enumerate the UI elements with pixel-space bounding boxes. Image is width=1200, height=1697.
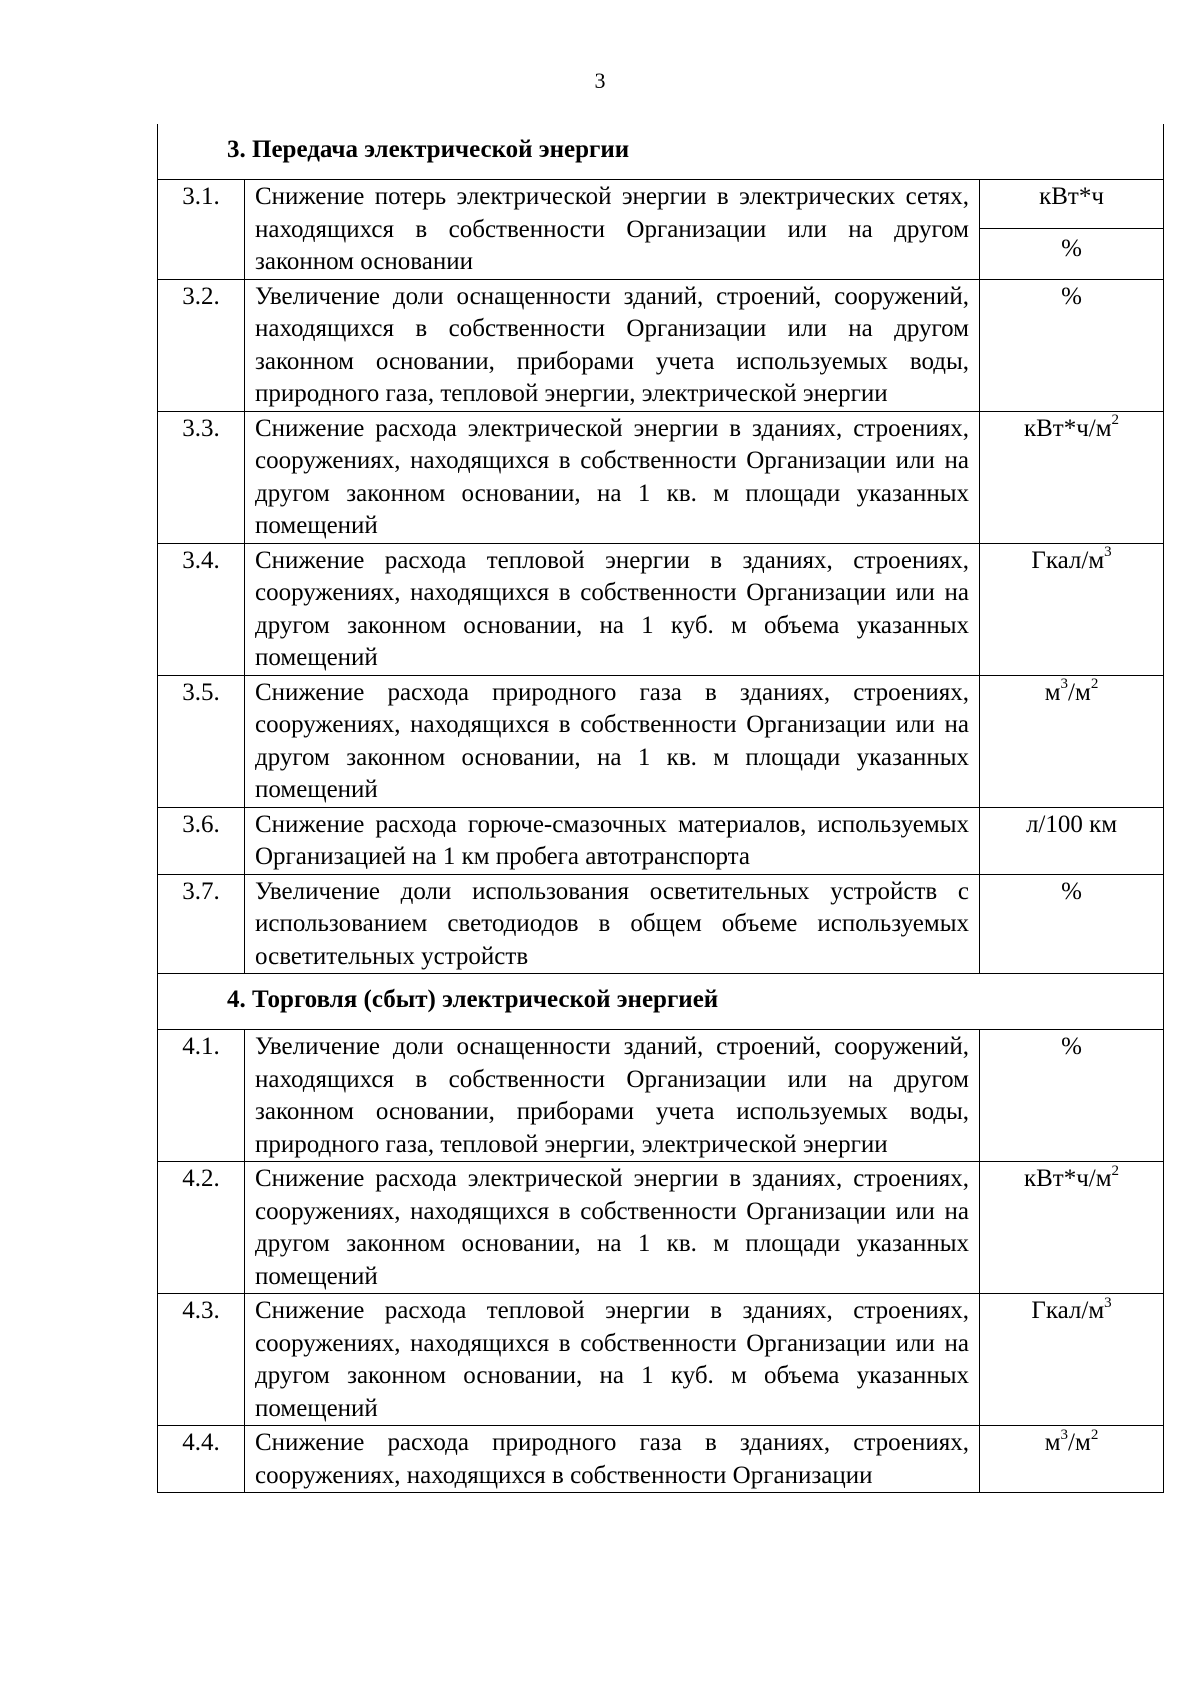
row-description: Увеличение доли оснащенности зданий, строений, сооружений, находящихся в собственности Организации или на другом законном основании, приборами учета используемых воды, природного газа, тепловой энергии, электрической энергии	[245, 279, 980, 411]
row-description: Снижение расхода горюче-смазочных материалов, используемых Организацией на 1 км пробега автотранспорта	[245, 807, 980, 874]
row-description: Увеличение доли использования осветительных устройств с использованием светодиодов в общем объеме используемых осветительных устройств	[245, 874, 980, 974]
row-description: Снижение расхода электрической энергии в зданиях, строениях, сооружениях, находящихся в собственности Организации или на другом законном основании, на 1 кв. м площади указанных помещений	[245, 411, 980, 543]
row-unit-alt: %	[1061, 235, 1082, 262]
table-row	[158, 807, 1164, 874]
unit-base: кВт*ч/м	[1023, 1165, 1112, 1192]
table-row	[158, 180, 1164, 280]
row-number: 4.4.	[158, 1426, 245, 1493]
section-heading: 3. Передача электрической энергии	[158, 124, 1164, 180]
row-unit: %	[980, 874, 1164, 974]
row-description: Снижение расхода тепловой энергии в зданиях, строениях, сооружениях, находящихся в собственности Организации или на другом законном основании, на 1 куб. м объема указанных помещений	[245, 1294, 980, 1426]
unit-exponent: 2	[1090, 1426, 1099, 1443]
unit-base: /м	[1068, 678, 1091, 706]
unit-exponent: 3	[1060, 676, 1069, 693]
unit-base: кВт*ч/м	[1023, 414, 1112, 442]
row-description: Снижение расхода тепловой энергии в зданиях, строениях, сооружениях, находящихся в собственности Организации или на другом законном основании, на 1 куб. м объема указанных помещений	[245, 543, 980, 675]
row-description: Снижение расхода природного газа в зданиях, строениях, сооружениях, находящихся в собственности Организации	[245, 1426, 980, 1493]
unit-base: м	[1044, 678, 1061, 706]
table-row	[158, 1294, 1164, 1426]
unit-exponent: 3	[1060, 1426, 1069, 1443]
table-row	[158, 874, 1164, 974]
row-number: 3.5.	[158, 675, 245, 807]
table-row	[158, 1162, 1164, 1294]
row-number: 3.3.	[158, 411, 245, 543]
row-unit	[980, 411, 1164, 543]
row-number: 3.2.	[158, 279, 245, 411]
table-row	[158, 1426, 1164, 1493]
unit-base: /м	[1068, 1429, 1091, 1456]
table-row	[158, 543, 1164, 675]
unit-base: Гкал/м	[1031, 546, 1105, 574]
unit-exponent: 3	[1104, 1294, 1112, 1311]
row-unit: л/100 км	[980, 807, 1164, 874]
table-row	[158, 675, 1164, 807]
row-unit: кВт*ч	[980, 180, 1163, 229]
row-unit	[980, 1294, 1164, 1426]
row-number: 3.1.	[158, 180, 245, 280]
section-heading-row	[158, 974, 1164, 1030]
row-number: 3.7.	[158, 874, 245, 974]
row-unit	[980, 1426, 1164, 1493]
row-description: Снижение расхода электрической энергии в зданиях, строениях, сооружениях, находящихся в собственности Организации или на другом законном основании, на 1 кв. м площади указанных помещений	[245, 1162, 980, 1294]
row-description: Снижение расхода природного газа в зданиях, строениях, сооружениях, находящихся в собственности Организации или на другом законном основании, на 1 кв. м площади указанных помещений	[245, 675, 980, 807]
page-number: 3	[594, 68, 606, 93]
row-number: 4.1.	[158, 1030, 245, 1162]
row-unit	[980, 543, 1164, 675]
unit-exponent: 2	[1111, 1162, 1120, 1179]
unit-base: м	[1044, 1429, 1061, 1456]
indicators-table	[157, 124, 1164, 1493]
section-heading: 4. Торговля (сбыт) электрической энергией	[158, 974, 1164, 1030]
row-description: Увеличение доли оснащенности зданий, строений, сооружений, находящихся в собственности Организации или на другом законном основании, приборами учета используемых воды, природного газа, тепловой энергии, электрической энергии	[245, 1030, 980, 1162]
unit-exponent: 2	[1111, 412, 1120, 429]
row-description: Снижение потерь электрической энергии в электрических сетях, находящихся в собственности Организации или на другом законном основании	[245, 180, 980, 280]
unit-exponent: 2	[1090, 676, 1099, 693]
row-number: 4.2.	[158, 1162, 245, 1294]
row-unit-cell	[980, 180, 1164, 280]
unit-base: Гкал/м	[1031, 1297, 1105, 1324]
row-unit	[980, 675, 1164, 807]
row-number: 3.4.	[158, 543, 245, 675]
row-unit: %	[980, 1030, 1164, 1162]
row-unit	[980, 1162, 1164, 1294]
unit-exponent: 3	[1104, 544, 1112, 561]
row-unit: %	[980, 279, 1164, 411]
row-number: 3.6.	[158, 807, 245, 874]
table-row	[158, 279, 1164, 411]
table-row	[158, 411, 1164, 543]
table-row	[158, 1030, 1164, 1162]
row-number: 4.3.	[158, 1294, 245, 1426]
section-heading-row	[158, 124, 1164, 180]
